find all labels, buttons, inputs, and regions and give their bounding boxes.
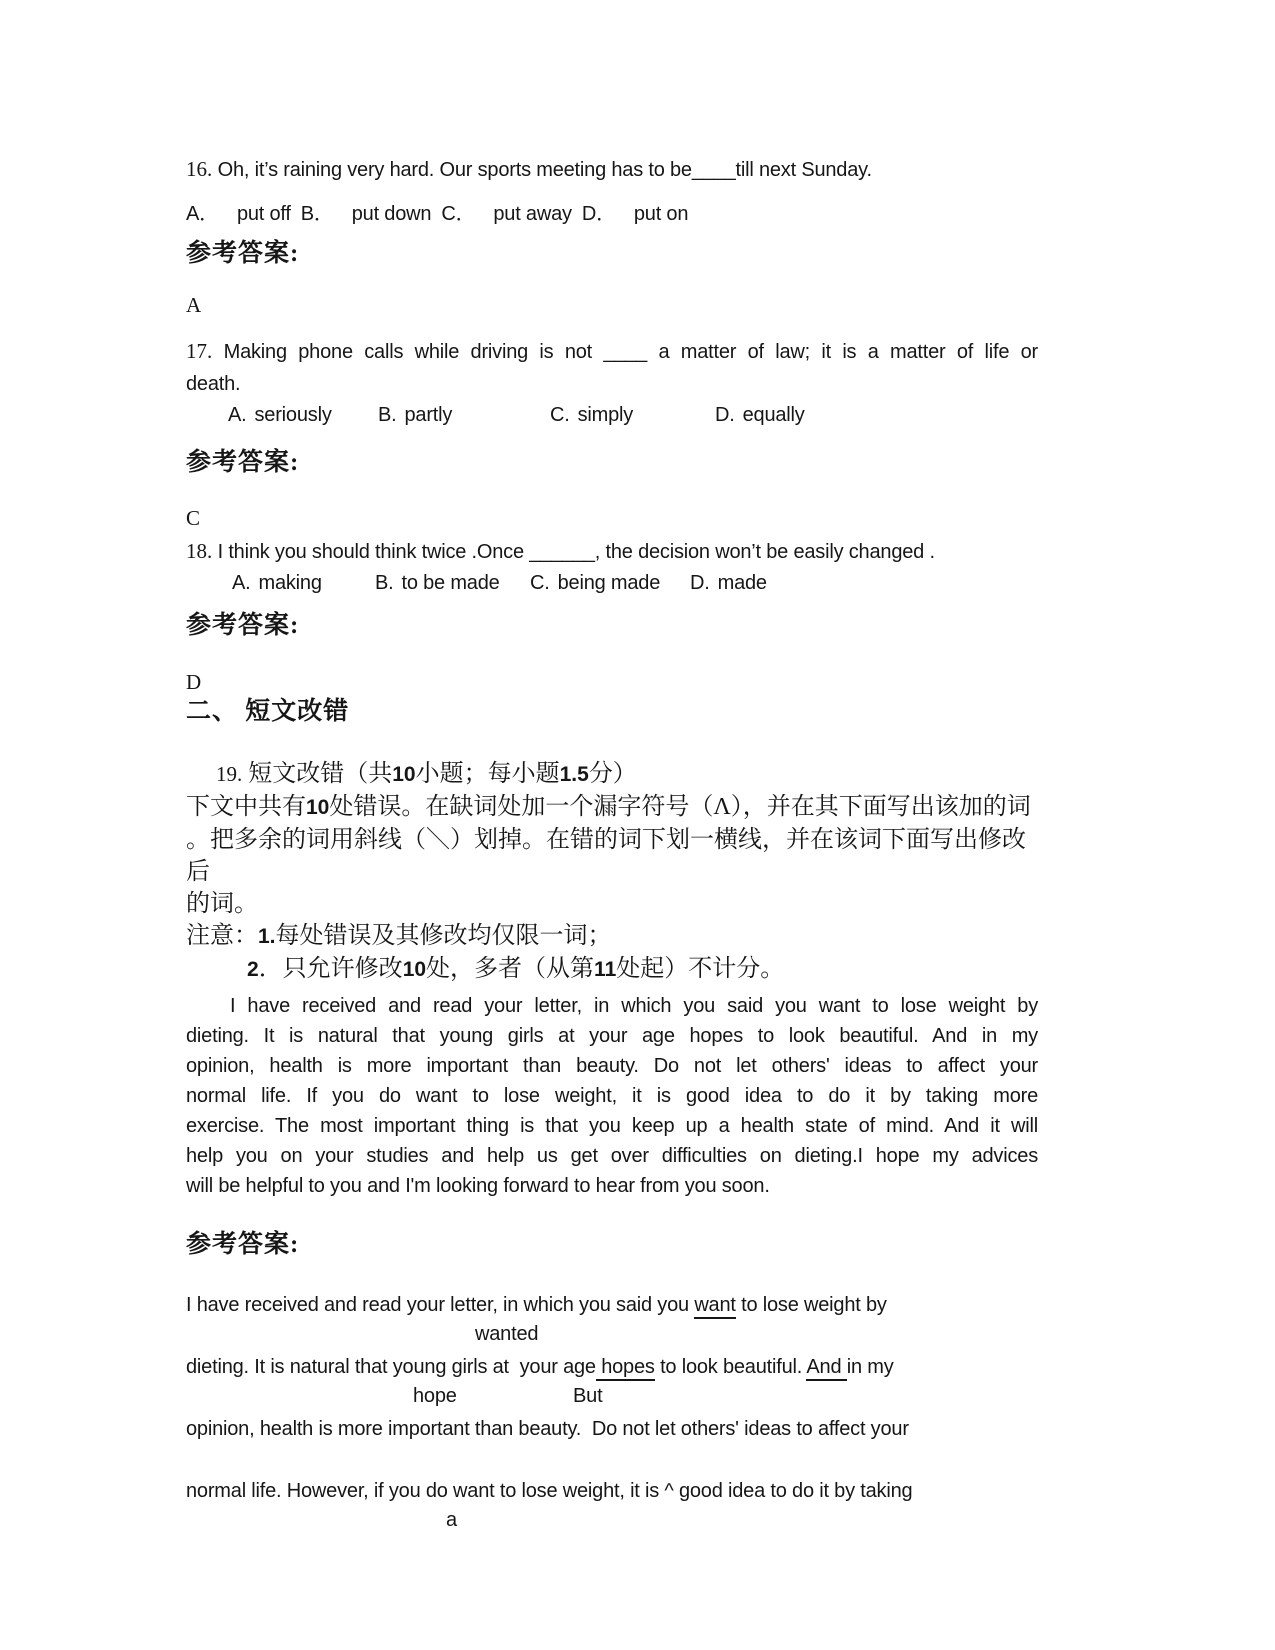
question-stem <box>186 335 1038 400</box>
section-heading: 二、 短文改错 <box>186 698 350 725</box>
bold-number: 11 <box>594 958 617 981</box>
question-stem-line <box>186 535 1038 568</box>
correction-word: a <box>446 1509 457 1531</box>
option-label: B. <box>378 404 397 426</box>
bold-number: 1.5 <box>559 763 589 786</box>
underlined-error-word: want <box>694 1294 735 1319</box>
passage-line: help you on your studies and help us get over difficulties on dieting.I hope my advices <box>186 1145 1038 1167</box>
blank-line <box>186 1445 1038 1476</box>
reference-answer-heading: 参考答案: <box>186 240 300 267</box>
question-stem-text: death. <box>186 373 241 395</box>
corrected-text-line <box>186 1414 1038 1445</box>
answer-letter: A <box>186 293 202 317</box>
bold-number: 2 <box>247 958 259 981</box>
bold-number: 10 <box>392 763 416 786</box>
question-number: 18. <box>186 539 213 563</box>
option-text: put down <box>351 203 432 225</box>
question-stem <box>186 535 1038 568</box>
instruction-line: 下文中共有10处错误。在缺词处加一个漏字符号（Λ），并在其下面写出该加的词 <box>186 794 1031 820</box>
option-text: to be made <box>401 572 500 594</box>
error-correction-notes <box>186 920 1038 986</box>
option-a <box>228 400 378 430</box>
corrected-text-segment: I have received and read your letter, in which you said you <box>186 1294 695 1316</box>
reference-answer-heading: 参考答案: <box>186 612 300 639</box>
question-number: 17. <box>186 339 213 363</box>
option-text: put away <box>493 203 572 225</box>
passage-line: exercise. The most important thing is that you keep up a health state of mind. And it will <box>186 1115 1038 1137</box>
option-label: C. <box>550 404 570 426</box>
question-stem-text: I think you should think twice .Once ______, the decision won’t be easily changed . <box>217 541 935 563</box>
option-b <box>301 199 432 229</box>
option-d <box>715 400 805 430</box>
correction-word: But <box>573 1385 603 1407</box>
reference-answer-heading: 参考答案: <box>186 449 300 476</box>
note-line: 2．只允许修改10处，多者（从第11处起）不计分。 <box>247 956 785 982</box>
corrected-text-line <box>186 1290 1038 1321</box>
option-text: simply <box>577 404 634 426</box>
instruction-line: 。把多余的词用斜线（＼）划掉。在错的词下划一横线，并在该词下面写出修改后 <box>186 827 1026 885</box>
underlined-error-word: hopes <box>596 1356 655 1381</box>
option-label: C． <box>441 203 476 225</box>
passage-line: I have received and read your letter, in which you said you want to lose weight by <box>230 995 1038 1017</box>
bold-number: 1. <box>258 925 276 948</box>
error-correction-instructions <box>186 791 1038 920</box>
option-d <box>690 568 767 598</box>
passage-line: opinion, health is more important than beauty. Do not let others' ideas to affect your <box>186 1055 1038 1077</box>
corrected-text-line <box>186 1352 1038 1383</box>
correction-row <box>186 1383 1038 1414</box>
option-label: B. <box>375 572 394 594</box>
option-text: put off <box>236 203 291 225</box>
reference-answer-heading: 参考答案: <box>186 1231 300 1258</box>
option-text: partly <box>404 404 453 426</box>
option-text: put on <box>633 203 689 225</box>
corrected-text-segment: to lose weight by <box>735 1294 887 1316</box>
corrected-text-segment: to look beautiful. <box>654 1356 807 1378</box>
bold-number: 10 <box>306 796 330 819</box>
option-c <box>441 199 572 229</box>
question-19-title <box>186 758 1038 791</box>
correction-row <box>186 1321 1038 1352</box>
option-label: C. <box>530 572 550 594</box>
options-row <box>186 400 1038 430</box>
question-stem-text: Making phone calls while driving is not ____ a matter of law; it is a matter of life or <box>223 341 1039 363</box>
question-stem-line <box>186 368 1038 400</box>
question-stem-line <box>186 153 1038 186</box>
option-text: being made <box>557 572 661 594</box>
corrected-text-segment: dieting. It is natural that young girls at your age <box>186 1356 596 1378</box>
option-label: B． <box>300 203 334 225</box>
option-text: made <box>717 572 767 594</box>
note-line: 注意：1.每处错误及其修改均仅限一词； <box>186 923 612 949</box>
question-number: 16. <box>186 157 213 181</box>
option-label: D． <box>581 203 616 225</box>
option-d <box>582 199 688 229</box>
correction-row <box>186 1507 1038 1538</box>
options-row <box>186 568 1038 598</box>
bold-number: 10 <box>402 958 427 981</box>
multiple-choice-questions <box>186 153 1038 695</box>
option-label: A. <box>232 572 251 594</box>
options-row <box>186 199 1038 229</box>
question-stem-text: Oh, it’s raining very hard. Our sports meeting has to be____till next Sunday. <box>217 159 872 181</box>
option-label: D. <box>690 572 710 594</box>
corrected-text-segment: normal life. However, if you do want to lose weight, it is ^ good idea to do it by taking <box>186 1480 913 1502</box>
option-a <box>186 199 291 229</box>
corrected-passage <box>186 1290 1038 1538</box>
option-text: making <box>258 572 322 594</box>
answer-letter: D <box>186 670 202 694</box>
instruction-line: 的词。 <box>186 891 258 917</box>
option-b <box>375 568 530 598</box>
question-19-number: 19. <box>216 762 243 786</box>
question-19-title-text: 短文改错（共10小题；每小题1.5分） <box>248 761 637 787</box>
corrected-text-segment: opinion, health is more important than beauty. Do not let others' ideas to affect your <box>186 1418 909 1440</box>
option-a <box>232 568 375 598</box>
question-stem <box>186 153 1038 186</box>
passage-line: dieting. It is natural that young girls at your age hopes to look beautiful. And in my <box>186 1025 1038 1047</box>
page-content <box>186 0 1038 1538</box>
option-label: A． <box>186 203 219 225</box>
option-b <box>378 400 550 430</box>
underlined-error-word: And <box>806 1356 846 1381</box>
corrected-text-line <box>186 1476 1038 1507</box>
passage-line: normal life. If you do want to lose weight, it is good idea to do it by taking more <box>186 1085 1038 1107</box>
question-stem-line <box>186 335 1038 368</box>
option-c <box>530 568 690 598</box>
answer-letter: C <box>186 506 201 530</box>
corrected-text-segment: in my <box>846 1356 894 1378</box>
correction-word: hope <box>413 1385 457 1407</box>
option-text: seriously <box>254 404 332 426</box>
option-text: equally <box>742 404 805 426</box>
option-c <box>550 400 715 430</box>
option-label: A. <box>228 404 247 426</box>
passage-line: will be helpful to you and I'm looking forward to hear from you soon. <box>186 1175 770 1197</box>
correction-word: wanted <box>475 1323 539 1345</box>
option-label: D. <box>715 404 735 426</box>
passage-with-errors <box>186 991 1038 1201</box>
